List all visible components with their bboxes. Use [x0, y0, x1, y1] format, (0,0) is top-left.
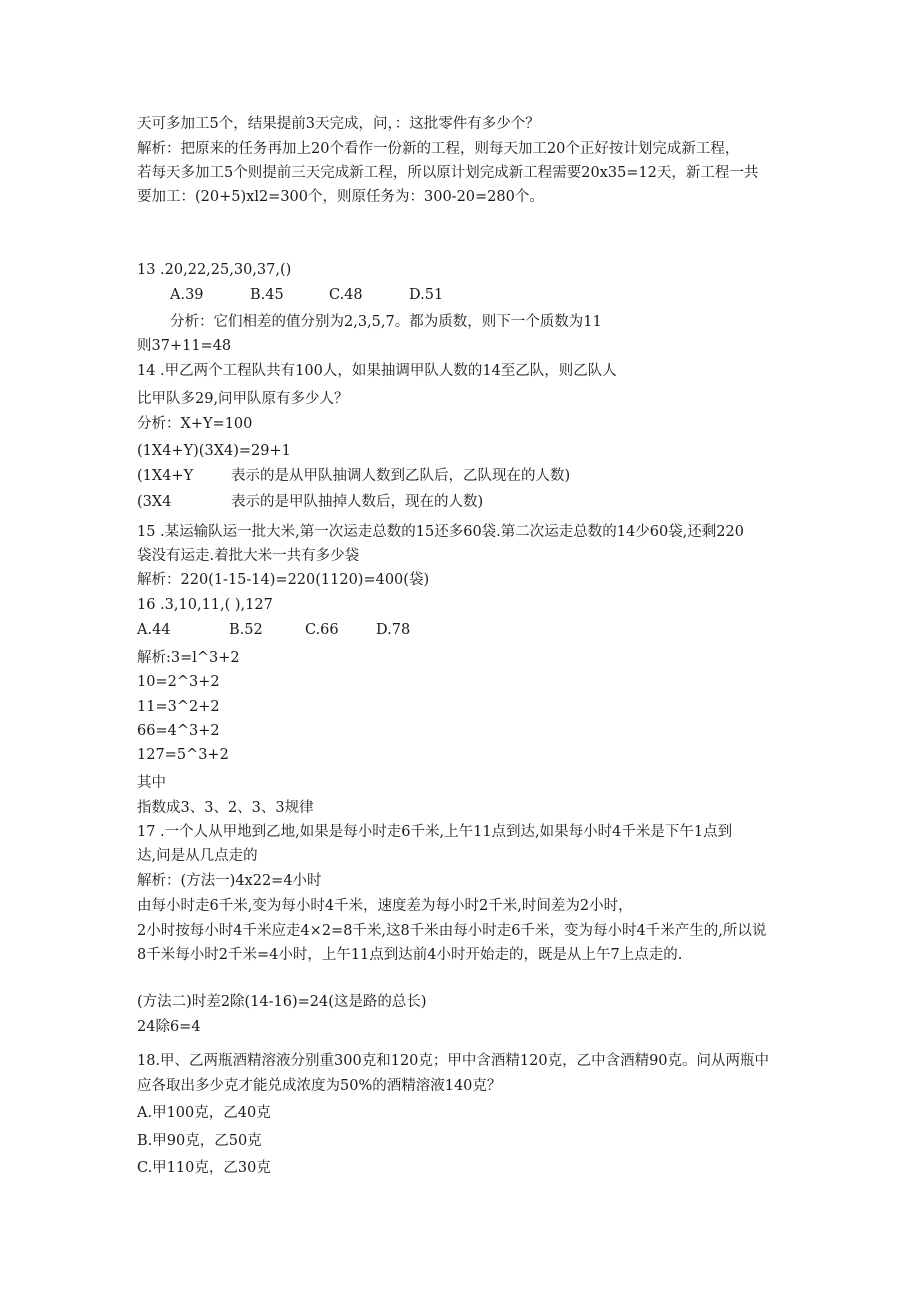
- option-d: D.51: [409, 287, 444, 303]
- analysis-line: 则37+11=48: [137, 338, 232, 354]
- question-17-stem: 17 .一个人从甲地到乙地,如果是每小时走6千米,上午11点到达,如果每小时4千米是下午1点到: [137, 824, 733, 840]
- text-line: 比甲队多29,问甲队原有多少人？: [137, 391, 349, 407]
- option-d: D.78: [376, 622, 411, 638]
- option-a: A.44: [137, 622, 171, 638]
- text-line: 若每天多加工5个则提前三天完成新工程，所以原计划完成新工程需要20x35=12天，新工程一共: [137, 165, 759, 181]
- text-line: 应各取出多少克才能兑成浓度为50%的酒精溶液140克？: [137, 1078, 502, 1094]
- question-14-stem: 14 .甲乙两个工程队共有100人，如果抽调甲队人数的14至乙队，则乙队人: [137, 363, 617, 379]
- text-line: 要加工：(20+5)xl2=300个，则原任务为：300-20=280个。: [137, 189, 544, 205]
- analysis-line: 其中: [137, 775, 166, 791]
- option-a: A.甲100克，乙40克: [137, 1105, 271, 1121]
- option-c: C.甲110克，乙30克: [137, 1160, 271, 1176]
- analysis-line: 2小时按每小时4千米应走4×2=8千米,这8千米由每小时走6千米，变为每小时4千米产生的,所以说: [137, 923, 767, 939]
- analysis-line: 解析：(方法一)4x22=4小时: [137, 873, 322, 889]
- analysis-line: 10=2^3+2: [137, 674, 220, 690]
- analysis-line: 解析：220(1-15-14)=220(1120)=400(袋): [137, 572, 430, 588]
- analysis-line: 分析：X+Y=100: [137, 416, 253, 432]
- option-b: B.52: [229, 622, 263, 638]
- analysis-line: 127=5^3+2: [137, 747, 229, 763]
- option-b: B.45: [250, 287, 284, 303]
- option-a: A.39: [170, 287, 204, 303]
- question-16-stem: 16 .3,10,11,( ),127: [137, 597, 273, 613]
- analysis-line: (方法二)时差2除(14-16)=24(这是路的总长): [137, 994, 427, 1010]
- text-line: 天可多加工5个，结果提前3天完成，问，：这批零件有多少个？: [137, 116, 540, 132]
- analysis-line: (1X4+Y)(3X4)=29+1: [137, 443, 291, 459]
- note-term: (1X4+Y: [137, 468, 194, 484]
- question-13-stem: 13 .20,22,25,30,37,(): [137, 262, 292, 278]
- option-c: C.48: [329, 287, 363, 303]
- analysis-line: 分析：它们相差的值分别为2,3,5,7。都为质数，则下一个质数为11: [170, 314, 602, 330]
- analysis-line: 8千米每小时2千米=4小时，上午11点到达前4小时开始走的，既是从上午7上点走的.: [137, 947, 683, 963]
- text-line: 解析：把原来的任务再加上20个看作一份新的工程，则每天加工20个正好按计划完成新工程，: [137, 141, 740, 157]
- analysis-line: 解析:3=l^3+2: [137, 650, 240, 666]
- option-c: C.66: [305, 622, 339, 638]
- text-line: 袋没有运走.着批大米一共有多少袋: [137, 548, 360, 564]
- analysis-line: 11=3^2+2: [137, 699, 220, 715]
- analysis-line: 66=4^3+2: [137, 723, 220, 739]
- question-18-stem: 18.甲、乙两瓶酒精溶液分别重300克和120克；甲中含酒精120克，乙中含酒精90克。问从两瓶中: [137, 1053, 770, 1069]
- text-line: 达,问是从几点走的: [137, 848, 258, 864]
- note-description: 表示的是从甲队抽调人数到乙队后，乙队现在的人数): [231, 468, 571, 484]
- option-b: B.甲90克，乙50克: [137, 1133, 262, 1149]
- analysis-line: 24除6=4: [137, 1019, 201, 1035]
- note-description: 表示的是甲队抽掉人数后，现在的人数): [231, 494, 484, 510]
- note-term: (3X4: [137, 494, 172, 510]
- question-15-stem: 15 .某运输队运一批大米,第一次运走总数的15还多60袋.第二次运走总数的14少60袋,还剩220: [137, 524, 744, 540]
- analysis-line: 指数成3、3、2、3、3规律: [137, 800, 314, 816]
- analysis-line: 由每小时走6千米,变为每小时4千米，速度差为每小时2千米,时间差为2小时，: [137, 898, 633, 914]
